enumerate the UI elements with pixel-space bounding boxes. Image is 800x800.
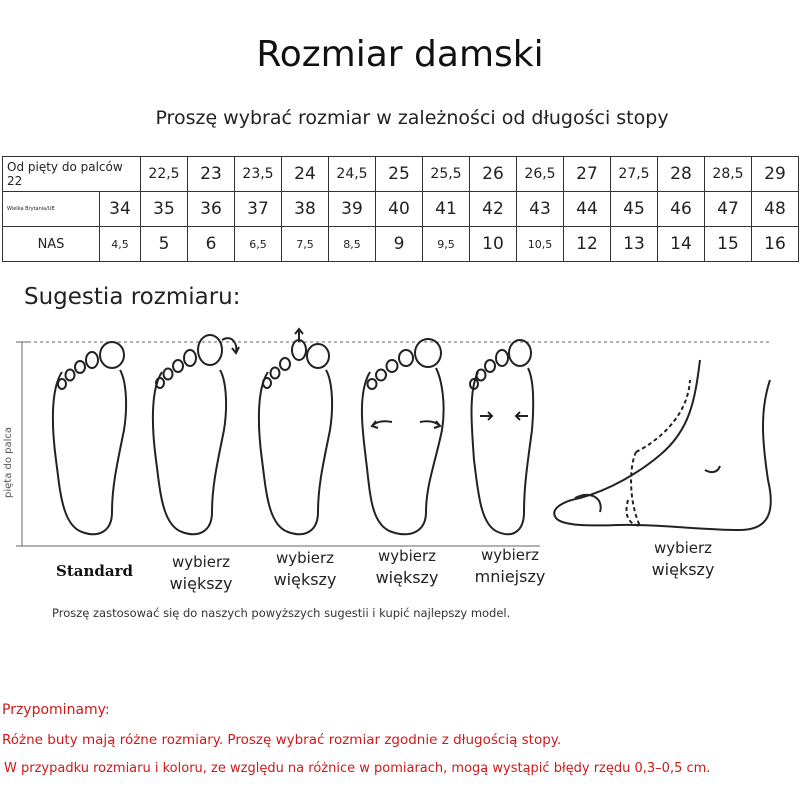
caption-choose-bigger-2 xyxy=(260,548,350,590)
table-row-uk-eu xyxy=(3,192,799,227)
advice-note: Proszę zastosować się do naszych powyższych sugestii i kupić najlepszy model. xyxy=(52,606,511,620)
table-cell: 35 xyxy=(141,192,188,227)
suggestion-heading: Sugestia rozmiaru: xyxy=(24,284,241,310)
caption-choose-bigger-4 xyxy=(638,538,728,580)
table-cell: 10,5 xyxy=(517,227,564,262)
reminder-heading: Przypominamy: xyxy=(2,702,110,718)
caption-line1: wybierz xyxy=(275,549,335,567)
table-cell: 37 xyxy=(235,192,282,227)
table-cell: 45 xyxy=(611,192,658,227)
table-cell: 47 xyxy=(705,192,752,227)
page-title: Rozmiar damski xyxy=(256,34,544,75)
foot-standard-icon xyxy=(53,342,126,534)
table-cell: 38 xyxy=(282,192,329,227)
foot-toe-over-icon xyxy=(153,335,239,534)
table-cell: 10 xyxy=(470,227,517,262)
table-cell: 25 xyxy=(376,157,423,192)
table-cell: 4,5 xyxy=(100,227,141,262)
caption-standard: Standard xyxy=(56,562,133,580)
heel-to-toe-label: pięta do palca xyxy=(3,426,14,499)
caption-line1: wybierz xyxy=(377,547,437,565)
row-label-text: Od pięty do palców 22 xyxy=(7,160,123,188)
table-row-foot-length xyxy=(3,157,799,192)
table-cell: 48 xyxy=(752,192,799,227)
foot-wide-icon xyxy=(362,339,444,534)
table-cell: 36 xyxy=(188,192,235,227)
foot-narrow-icon xyxy=(470,340,533,534)
caption-choose-bigger-3 xyxy=(362,546,452,588)
table-cell: 44 xyxy=(564,192,611,227)
table-cell: 39 xyxy=(329,192,376,227)
page-subtitle: Proszę wybrać rozmiar w zależności od długości stopy xyxy=(155,107,669,129)
table-cell: 41 xyxy=(423,192,470,227)
table-cell: 26 xyxy=(470,157,517,192)
table-cell: 42 xyxy=(470,192,517,227)
table-cell: 27 xyxy=(564,157,611,192)
table-cell: 26,5 xyxy=(517,157,564,192)
table-row-us xyxy=(3,227,799,262)
table-cell: 13 xyxy=(611,227,658,262)
table-cell: 25,5 xyxy=(423,157,470,192)
caption-line1: wybierz xyxy=(480,546,540,564)
table-cell: 6,5 xyxy=(235,227,282,262)
caption-line1: wybierz xyxy=(653,539,713,557)
table-cell: 14 xyxy=(658,227,705,262)
table-cell: 24 xyxy=(282,157,329,192)
row-label-foot-length xyxy=(3,157,141,192)
table-cell: 23,5 xyxy=(235,157,282,192)
reminder-line-2: W przypadku rozmiaru i koloru, ze względu na różnice w pomiarach, mogą wystąpić błędy rzędu 0,3–0,5 cm. xyxy=(4,761,711,776)
table-cell: 16 xyxy=(752,227,799,262)
table-cell: 43 xyxy=(517,192,564,227)
table-cell: 46 xyxy=(658,192,705,227)
caption-line2: mniejszy xyxy=(474,567,546,586)
table-cell: 24,5 xyxy=(329,157,376,192)
caption-line1: wybierz xyxy=(171,553,231,571)
foot-side-view-icon xyxy=(554,360,771,530)
caption-line2: większy xyxy=(273,570,337,589)
table-cell: 5 xyxy=(141,227,188,262)
table-cell: 12 xyxy=(564,227,611,262)
table-cell: 9 xyxy=(376,227,423,262)
table-cell: 27,5 xyxy=(611,157,658,192)
caption-line2: większy xyxy=(169,574,233,593)
table-cell: 22,5 xyxy=(141,157,188,192)
table-cell: 9,5 xyxy=(423,227,470,262)
table-cell: 40 xyxy=(376,192,423,227)
table-cell: 29 xyxy=(752,157,799,192)
table-cell: 15 xyxy=(705,227,752,262)
table-cell: 28,5 xyxy=(705,157,752,192)
table-cell: 34 xyxy=(100,192,141,227)
caption-choose-smaller xyxy=(462,545,558,587)
row-label-uk-eu: Wielka Brytania/UE xyxy=(3,192,100,227)
caption-line2: większy xyxy=(651,560,715,579)
caption-choose-bigger-1 xyxy=(156,552,246,594)
table-cell: 7,5 xyxy=(282,227,329,262)
row-label-us: NAS xyxy=(3,227,100,262)
table-cell: 23 xyxy=(188,157,235,192)
table-cell: 8,5 xyxy=(329,227,376,262)
table-cell: 28 xyxy=(658,157,705,192)
foot-long-second-toe-icon xyxy=(259,329,332,534)
reminder-line-1: Różne buty mają różne rozmiary. Proszę wybrać rozmiar zgodnie z długością stopy. xyxy=(2,732,562,748)
caption-line2: większy xyxy=(375,568,439,587)
table-cell: 6 xyxy=(188,227,235,262)
size-table xyxy=(2,156,799,262)
